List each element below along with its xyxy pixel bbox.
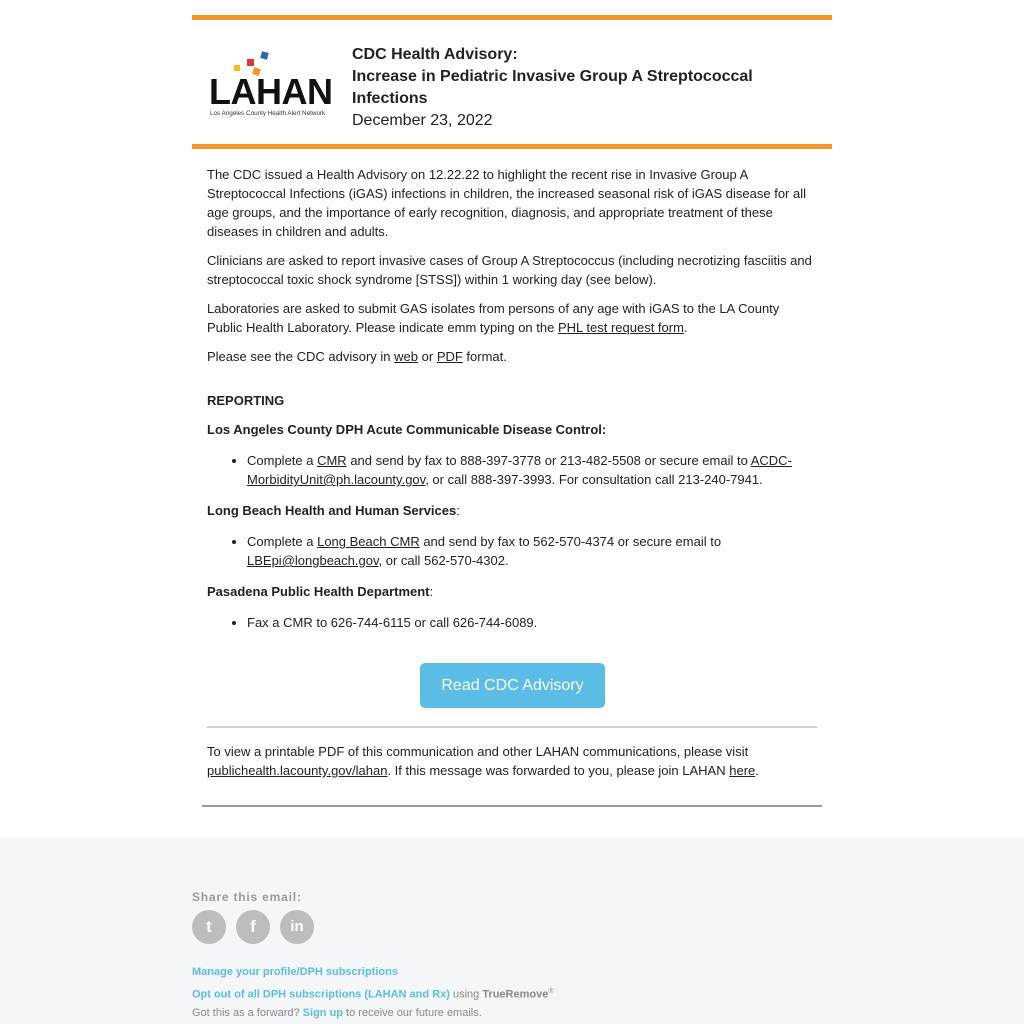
- lahan-logo: [209, 52, 337, 117]
- long-beach-cmr-link[interactable]: Long Beach CMR: [317, 534, 420, 549]
- opt-out-line: [192, 988, 554, 1001]
- closing-text-3: .: [755, 763, 759, 778]
- closing-text-2: . If this message was forwarded to you, please join LAHAN: [387, 763, 730, 778]
- using-text: using: [449, 988, 483, 1001]
- pasadena-colon: :: [429, 584, 434, 599]
- opt-out-link[interactable]: Opt out of all DPH subscriptions (LAHAN and Rx): [192, 988, 450, 1001]
- forward-text-1: Got this as a forward?: [192, 1007, 303, 1019]
- la-county-instruction: [247, 451, 817, 489]
- lb-text-1: Complete a: [247, 534, 318, 549]
- manage-profile-link[interactable]: Manage your profile/DPH subscriptions: [192, 966, 398, 978]
- reporting-heading: REPORTING: [207, 393, 285, 408]
- intro-paragraph-2: Clinicians are asked to report invasive cases of Group A Streptococcus (including necrotizing fasciitis and streptococcal toxic shock syndrome [STSS]) within 1 working day (see below).: [207, 253, 812, 287]
- la-county-section-title: Los Angeles County DPH Acute Communicable Disease Control:: [207, 422, 607, 437]
- header-text: [352, 44, 812, 132]
- logo-square-blue: [260, 51, 269, 60]
- intro-paragraph-1: The CDC issued a Health Advisory on 12.22.22 to highlight the recent rise in Invasive Group A Streptococcal Infections (iGAS) infections in children, the increased seasonal risk of iGAS disease for all age groups, and the importance of early recognition, diagnosis, and appropriate treatment of these diseases in children and adults.: [207, 167, 807, 239]
- registered-mark: ®: [548, 988, 554, 995]
- header-bottom-bar: [192, 144, 832, 149]
- trueremove-text: TrueRemove: [482, 988, 549, 1001]
- la-text-2: and send by fax to 888-397-3778 or 213-482-5508 or secure email to: [346, 453, 751, 468]
- intro-p4-or: or: [418, 349, 437, 364]
- pasadena-list: [207, 613, 817, 632]
- cmr-link[interactable]: CMR: [317, 453, 347, 468]
- lb-text-2: and send by fax to 562-570-4374 or secure email to: [419, 534, 722, 549]
- la-text-3: , or call 888-397-3993. For consultation call 213-240-7941.: [425, 472, 763, 487]
- pasadena-title-text: Pasadena Public Health Department: [207, 584, 430, 599]
- la-county-list: [207, 451, 817, 489]
- closing-paragraph: [192, 742, 832, 780]
- long-beach-title-text: Long Beach Health and Human Services: [207, 503, 457, 518]
- logo-wordmark: LAHAN: [209, 71, 333, 112]
- sign-up-link[interactable]: Sign up: [302, 1007, 343, 1019]
- divider-dark: [202, 805, 822, 807]
- advisory-header: [192, 20, 832, 144]
- intro-p3-text: Laboratories are asked to submit GAS isolates from persons of any age with iGAS to the LA County Public Health Laboratory. Please indicate emm typing on the: [207, 301, 780, 335]
- la-text-1: Complete a: [247, 453, 318, 468]
- intro-paragraph-3: [207, 299, 817, 337]
- cdc-advisory-pdf-link[interactable]: PDF: [436, 349, 463, 364]
- intro-p4-end: format.: [462, 349, 507, 364]
- twitter-icon[interactable]: t: [192, 910, 226, 944]
- acdc-email-link[interactable]: ACDC-MorbidityUnit@ph.lacounty.gov: [247, 453, 792, 487]
- linkedin-icon[interactable]: in: [280, 910, 314, 944]
- lb-text-3: , or call 562-570-4302.: [378, 553, 509, 568]
- email-footer: [0, 838, 1024, 1024]
- lbepi-email-link[interactable]: LBEpi@longbeach.gov: [247, 553, 379, 568]
- long-beach-section-title: [207, 501, 817, 520]
- cdc-advisory-web-link[interactable]: web: [394, 349, 419, 364]
- long-beach-instruction: [247, 532, 817, 570]
- divider-light: [207, 726, 817, 728]
- pasadena-instruction: • Fax a CMR to 626-744-6115 or call 626-744-6089.: [247, 613, 817, 632]
- facebook-icon[interactable]: f: [236, 910, 270, 944]
- forward-text-2: to receive our future emails.: [343, 1007, 482, 1019]
- advisory-body: [192, 165, 832, 632]
- read-cdc-advisory-button[interactable]: Read CDC Advisory: [420, 663, 605, 708]
- closing-text-1: To view a printable PDF of this communication and other LAHAN communications, please visit: [207, 744, 749, 759]
- intro-p3-end: .: [683, 320, 688, 335]
- join-lahan-link[interactable]: here: [729, 763, 756, 778]
- long-beach-list: [207, 532, 817, 570]
- share-label: Share this email:: [192, 890, 302, 904]
- long-beach-colon: :: [456, 503, 460, 518]
- closing-text: [207, 742, 817, 780]
- pasadena-section-title: [207, 582, 817, 601]
- email-container: [192, 0, 832, 778]
- phl-test-request-form-link[interactable]: PHL test request form: [557, 320, 684, 335]
- logo-subtitle: Los Angeles County Health Alert Network: [210, 110, 326, 117]
- advisory-title-line1: CDC Health Advisory:: [352, 46, 518, 63]
- intro-p4-text: Please see the CDC advisory in: [207, 349, 395, 364]
- forward-line: [192, 1007, 482, 1019]
- advisory-title-line2: Increase in Pediatric Invasive Group A Streptococcal Infections: [352, 68, 753, 107]
- advisory-date: December 23, 2022: [352, 112, 493, 129]
- logo-square-red: [247, 59, 254, 66]
- lahan-site-link[interactable]: publichealth.lacounty.gov/lahan: [207, 763, 388, 778]
- intro-paragraph-4: [207, 347, 817, 366]
